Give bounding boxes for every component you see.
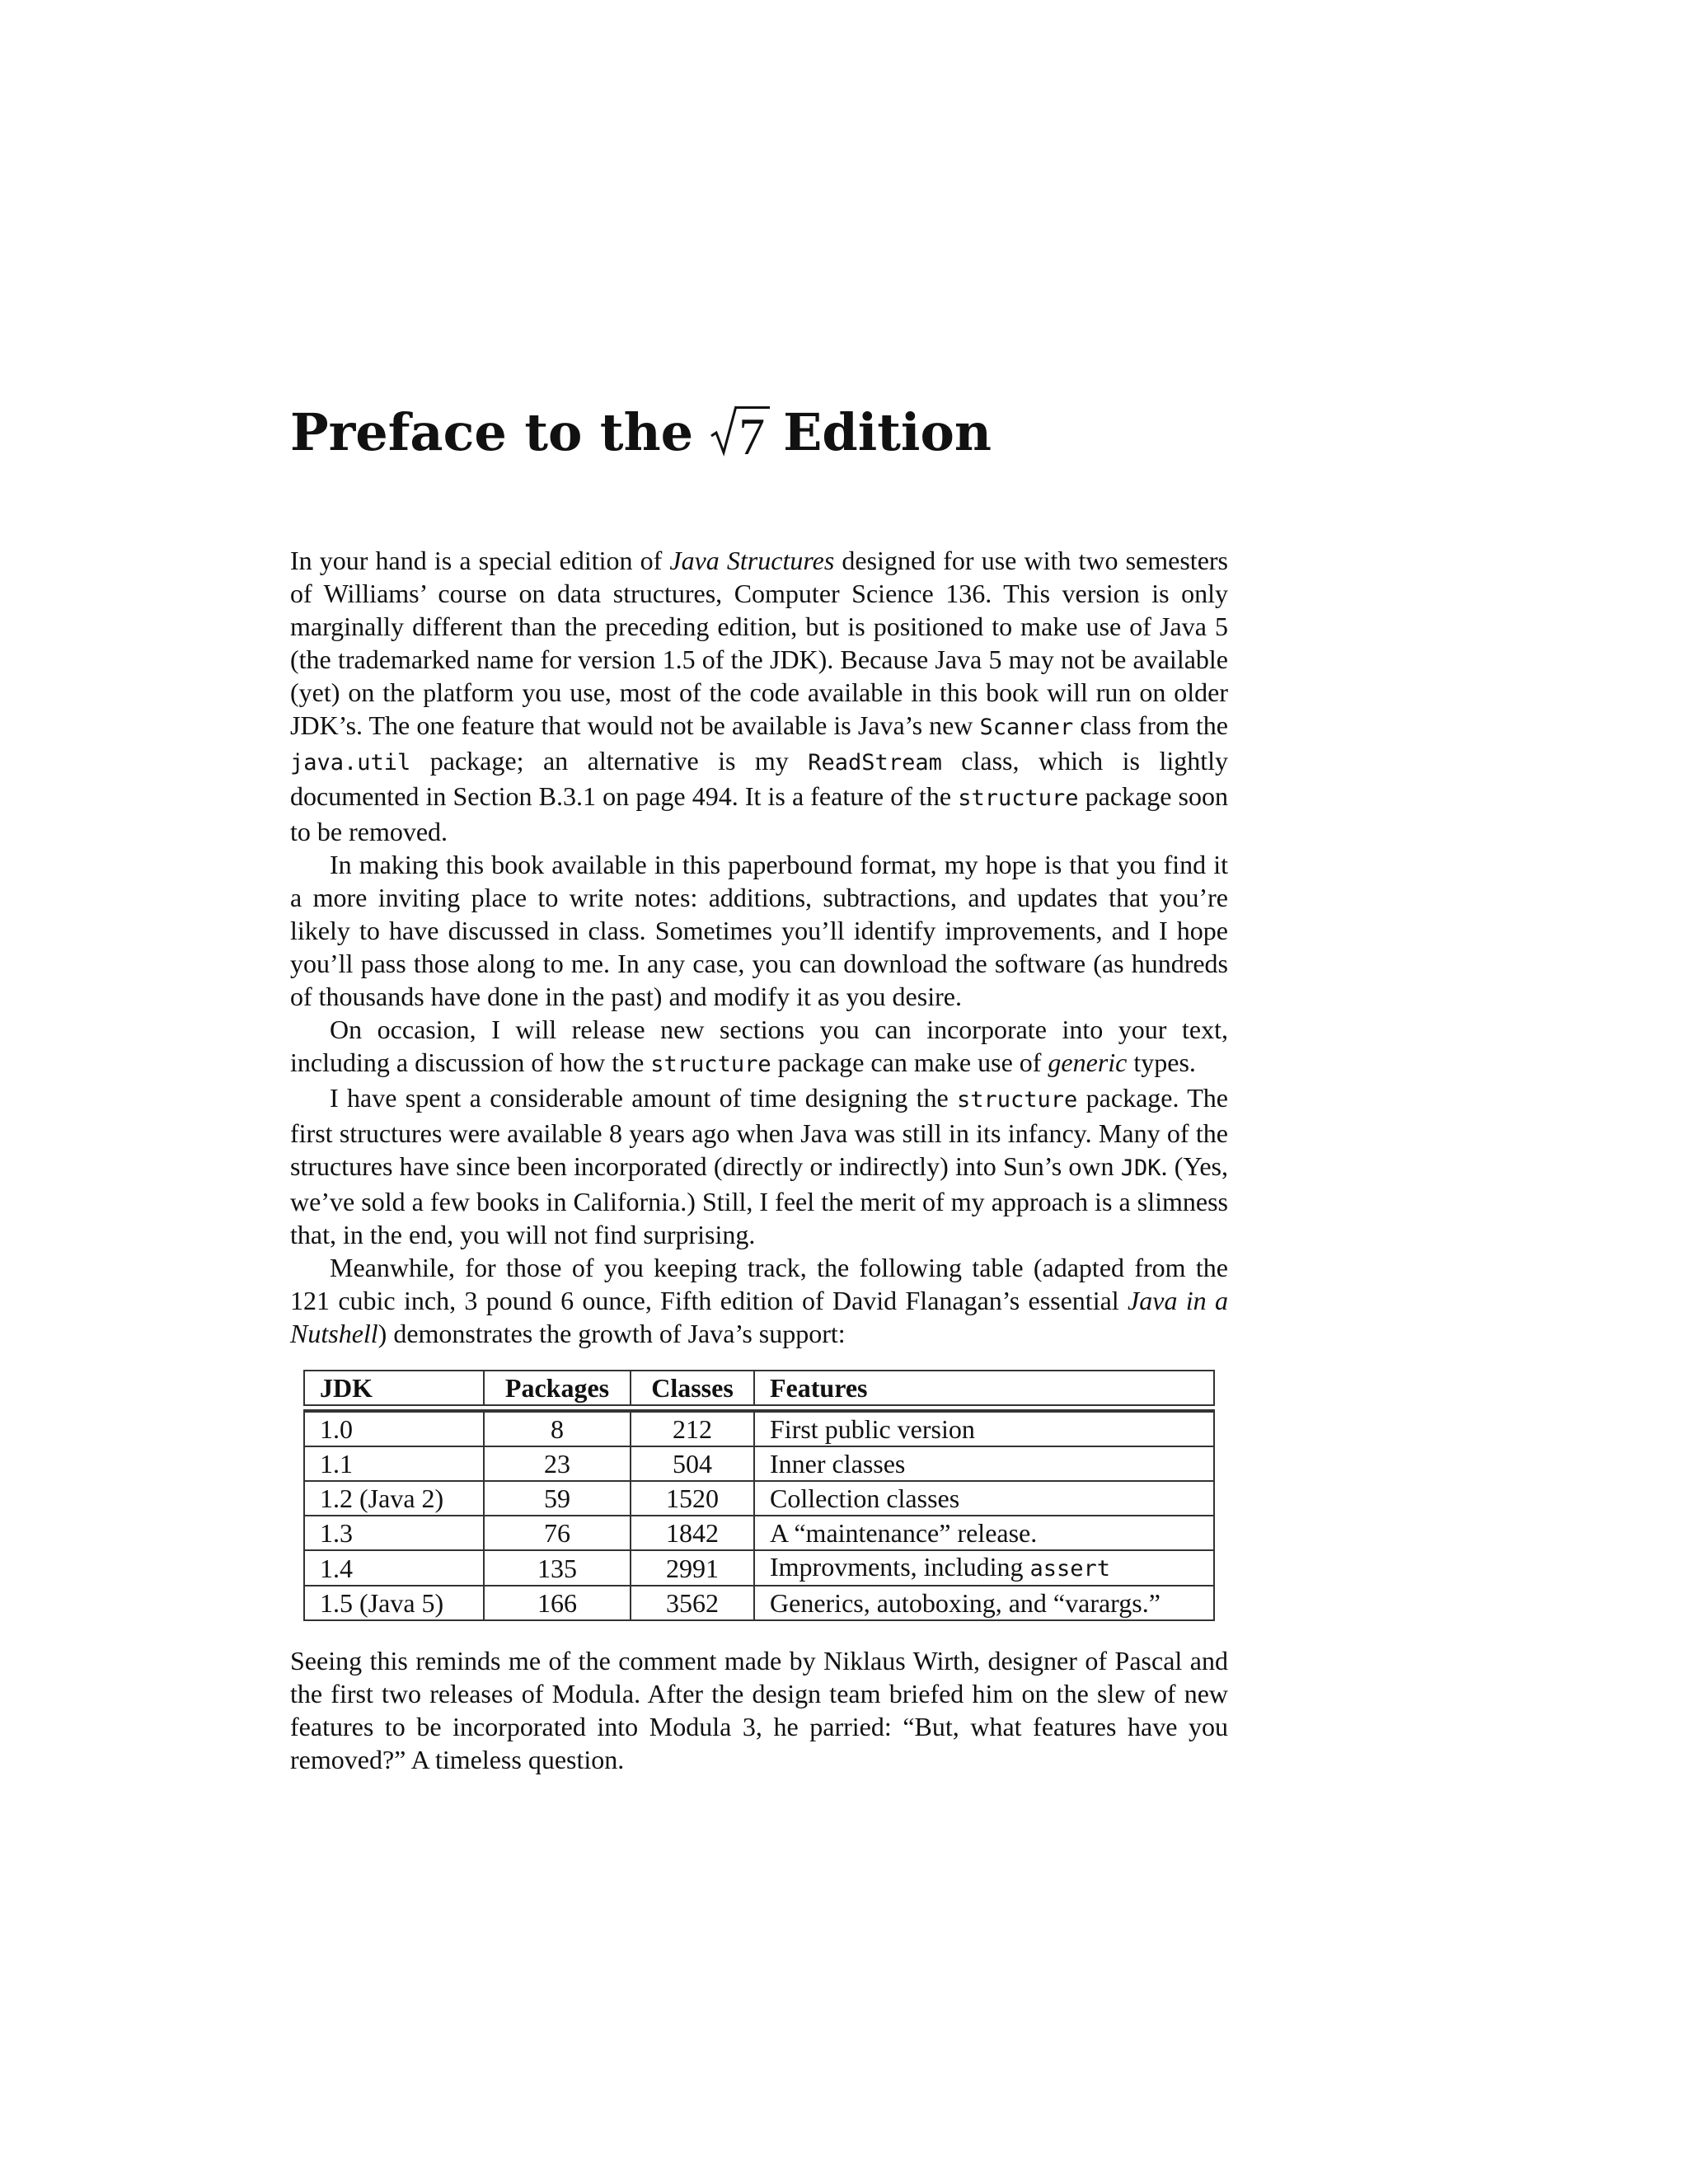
cell-packages: 135 <box>483 1551 630 1586</box>
text: class from the <box>1073 710 1229 740</box>
table-row <box>303 1447 1215 1482</box>
header-features: Features <box>753 1370 1215 1406</box>
paragraph-3 <box>290 1013 1228 1081</box>
cell-classes: 504 <box>630 1447 753 1482</box>
cell-packages: 23 <box>483 1447 630 1482</box>
paragraph-4 <box>290 1081 1228 1251</box>
cell-features <box>753 1447 1215 1482</box>
cell-jdk: 1.2 (Java 2) <box>303 1482 483 1516</box>
preface-body <box>290 544 1228 1776</box>
code-structure: structure <box>958 785 1079 811</box>
cell-jdk: 1.5 (Java 5) <box>303 1586 483 1621</box>
feature-text: Improvments, including <box>770 1552 1030 1582</box>
page-title <box>290 387 1228 478</box>
feature-text: Collection classes <box>770 1483 960 1513</box>
paragraph-6 <box>290 1644 1228 1776</box>
text: package soon to be removed. <box>290 781 1229 846</box>
table-row <box>303 1551 1215 1586</box>
text: Meanwhile, for those of you keeping track, the following table (adapted from the 121 cubic inch, 3 pound 6 ounce, Fifth edition of David Flanagan’s essential <box>290 1253 1228 1315</box>
code-scanner: Scanner <box>979 715 1074 740</box>
cell-classes: 1520 <box>630 1482 753 1516</box>
cell-jdk: 1.4 <box>303 1551 483 1586</box>
radical-sign-icon <box>710 403 738 457</box>
code-structure: structure <box>957 1087 1078 1113</box>
table-row <box>303 1516 1215 1551</box>
cell-features <box>753 1586 1215 1621</box>
text: On occasion, I will release new sections you can incorporate into your text, including a discussion of how the <box>290 1015 1228 1077</box>
text: types. <box>1127 1047 1196 1077</box>
cell-packages: 59 <box>483 1482 630 1516</box>
cell-features <box>753 1482 1215 1516</box>
radicand: 7 <box>735 406 770 463</box>
cell-jdk: 1.1 <box>303 1447 483 1482</box>
title-before: Preface to the <box>290 402 694 462</box>
text: Seeing this reminds me of the comment made by Niklaus Wirth, designer of Pascal and the first two releases of Modula. After the design team briefed him on the slew of new features to be incorporated into Modula 3, he parried: “But, what features have you removed?” A timeless question. <box>290 1646 1228 1774</box>
code-jdk: JDK <box>1120 1155 1161 1181</box>
text: In your hand is a special edition of <box>290 546 670 575</box>
cell-features <box>753 1516 1215 1551</box>
code-assert: assert <box>1029 1556 1111 1582</box>
paragraph-5 <box>290 1251 1228 1350</box>
cell-jdk: 1.0 <box>303 1411 483 1447</box>
text: package can make use of <box>771 1047 1048 1077</box>
paragraph-1 <box>290 544 1228 848</box>
text: designed for use with two semesters of Williams’ course on data structures, Computer Science 136. This version is only marginally different than the preceding edition, but is positioned to make use of Java 5 (the trademarked name for version 1.5 of the JDK). Because Java 5 may not be available (yet) on the platform you use, most of the code available in this book will run on older JDK’s. The one feature that would not be available is Java’s new <box>290 546 1229 740</box>
cell-packages: 76 <box>483 1516 630 1551</box>
book-title: Java in a Nutshell <box>290 1286 1229 1348</box>
table-header-row <box>303 1370 1215 1406</box>
code-java-util: java.util <box>290 750 411 776</box>
paragraph-2 <box>290 848 1228 1013</box>
text: package. The first structures were available 8 years ago when Java was still in its infancy. Many of the structures have since been incorporated (directly or indirectly) into Sun’s own <box>290 1083 1229 1181</box>
cell-jdk: 1.3 <box>303 1516 483 1551</box>
header-packages: Packages <box>483 1370 630 1406</box>
cell-features <box>753 1551 1215 1586</box>
cell-classes: 2991 <box>630 1551 753 1586</box>
table-row <box>303 1586 1215 1621</box>
cell-classes: 1842 <box>630 1516 753 1551</box>
text: I have spent a considerable amount of time designing the <box>330 1083 958 1113</box>
text: In making this book available in this paperbound format, my hope is that you find it a more inviting place to write notes: additions, subtractions, and updates that you’re likely to have discussed in class. Sometimes you’ll identify improvements, and I hope you’ll pass those along to me. In any case, you can download the software (as hundreds of thousands have done in the past) and modify it as you desire. <box>290 850 1228 1011</box>
table-row <box>303 1482 1215 1516</box>
jdk-growth-table <box>303 1370 1215 1621</box>
sqrt-seven-symbol <box>710 403 770 466</box>
emphasis-generic: generic <box>1048 1047 1128 1077</box>
cell-features <box>753 1411 1215 1447</box>
feature-text: A “maintenance” release. <box>770 1518 1038 1548</box>
code-structure: structure <box>650 1052 771 1077</box>
book-title: Java Structures <box>669 546 835 575</box>
preface-page <box>290 387 1228 1776</box>
cell-classes: 3562 <box>630 1586 753 1621</box>
text: . (Yes, we’ve sold a few books in California.) Still, I feel the merit of my approach is a slimness that, in the end, you will not find surprising. <box>290 1151 1229 1249</box>
text: ) demonstrates the growth of Java’s support: <box>377 1319 846 1348</box>
code-readstream: ReadStream <box>808 750 942 776</box>
cell-packages: 8 <box>483 1411 630 1447</box>
feature-text: Inner classes <box>770 1449 906 1479</box>
text: package; an alternative is my <box>410 746 809 776</box>
title-after: Edition <box>783 402 992 462</box>
cell-classes: 212 <box>630 1411 753 1447</box>
header-jdk: JDK <box>303 1370 483 1406</box>
cell-packages: 166 <box>483 1586 630 1621</box>
header-classes: Classes <box>630 1370 753 1406</box>
feature-text: Generics, autoboxing, and “varargs.” <box>770 1588 1160 1618</box>
feature-text: First public version <box>770 1414 975 1444</box>
table-row <box>303 1411 1215 1447</box>
text: class, which is lightly documented in Section B.3.1 on page 494. It is a feature of the <box>290 746 1229 811</box>
